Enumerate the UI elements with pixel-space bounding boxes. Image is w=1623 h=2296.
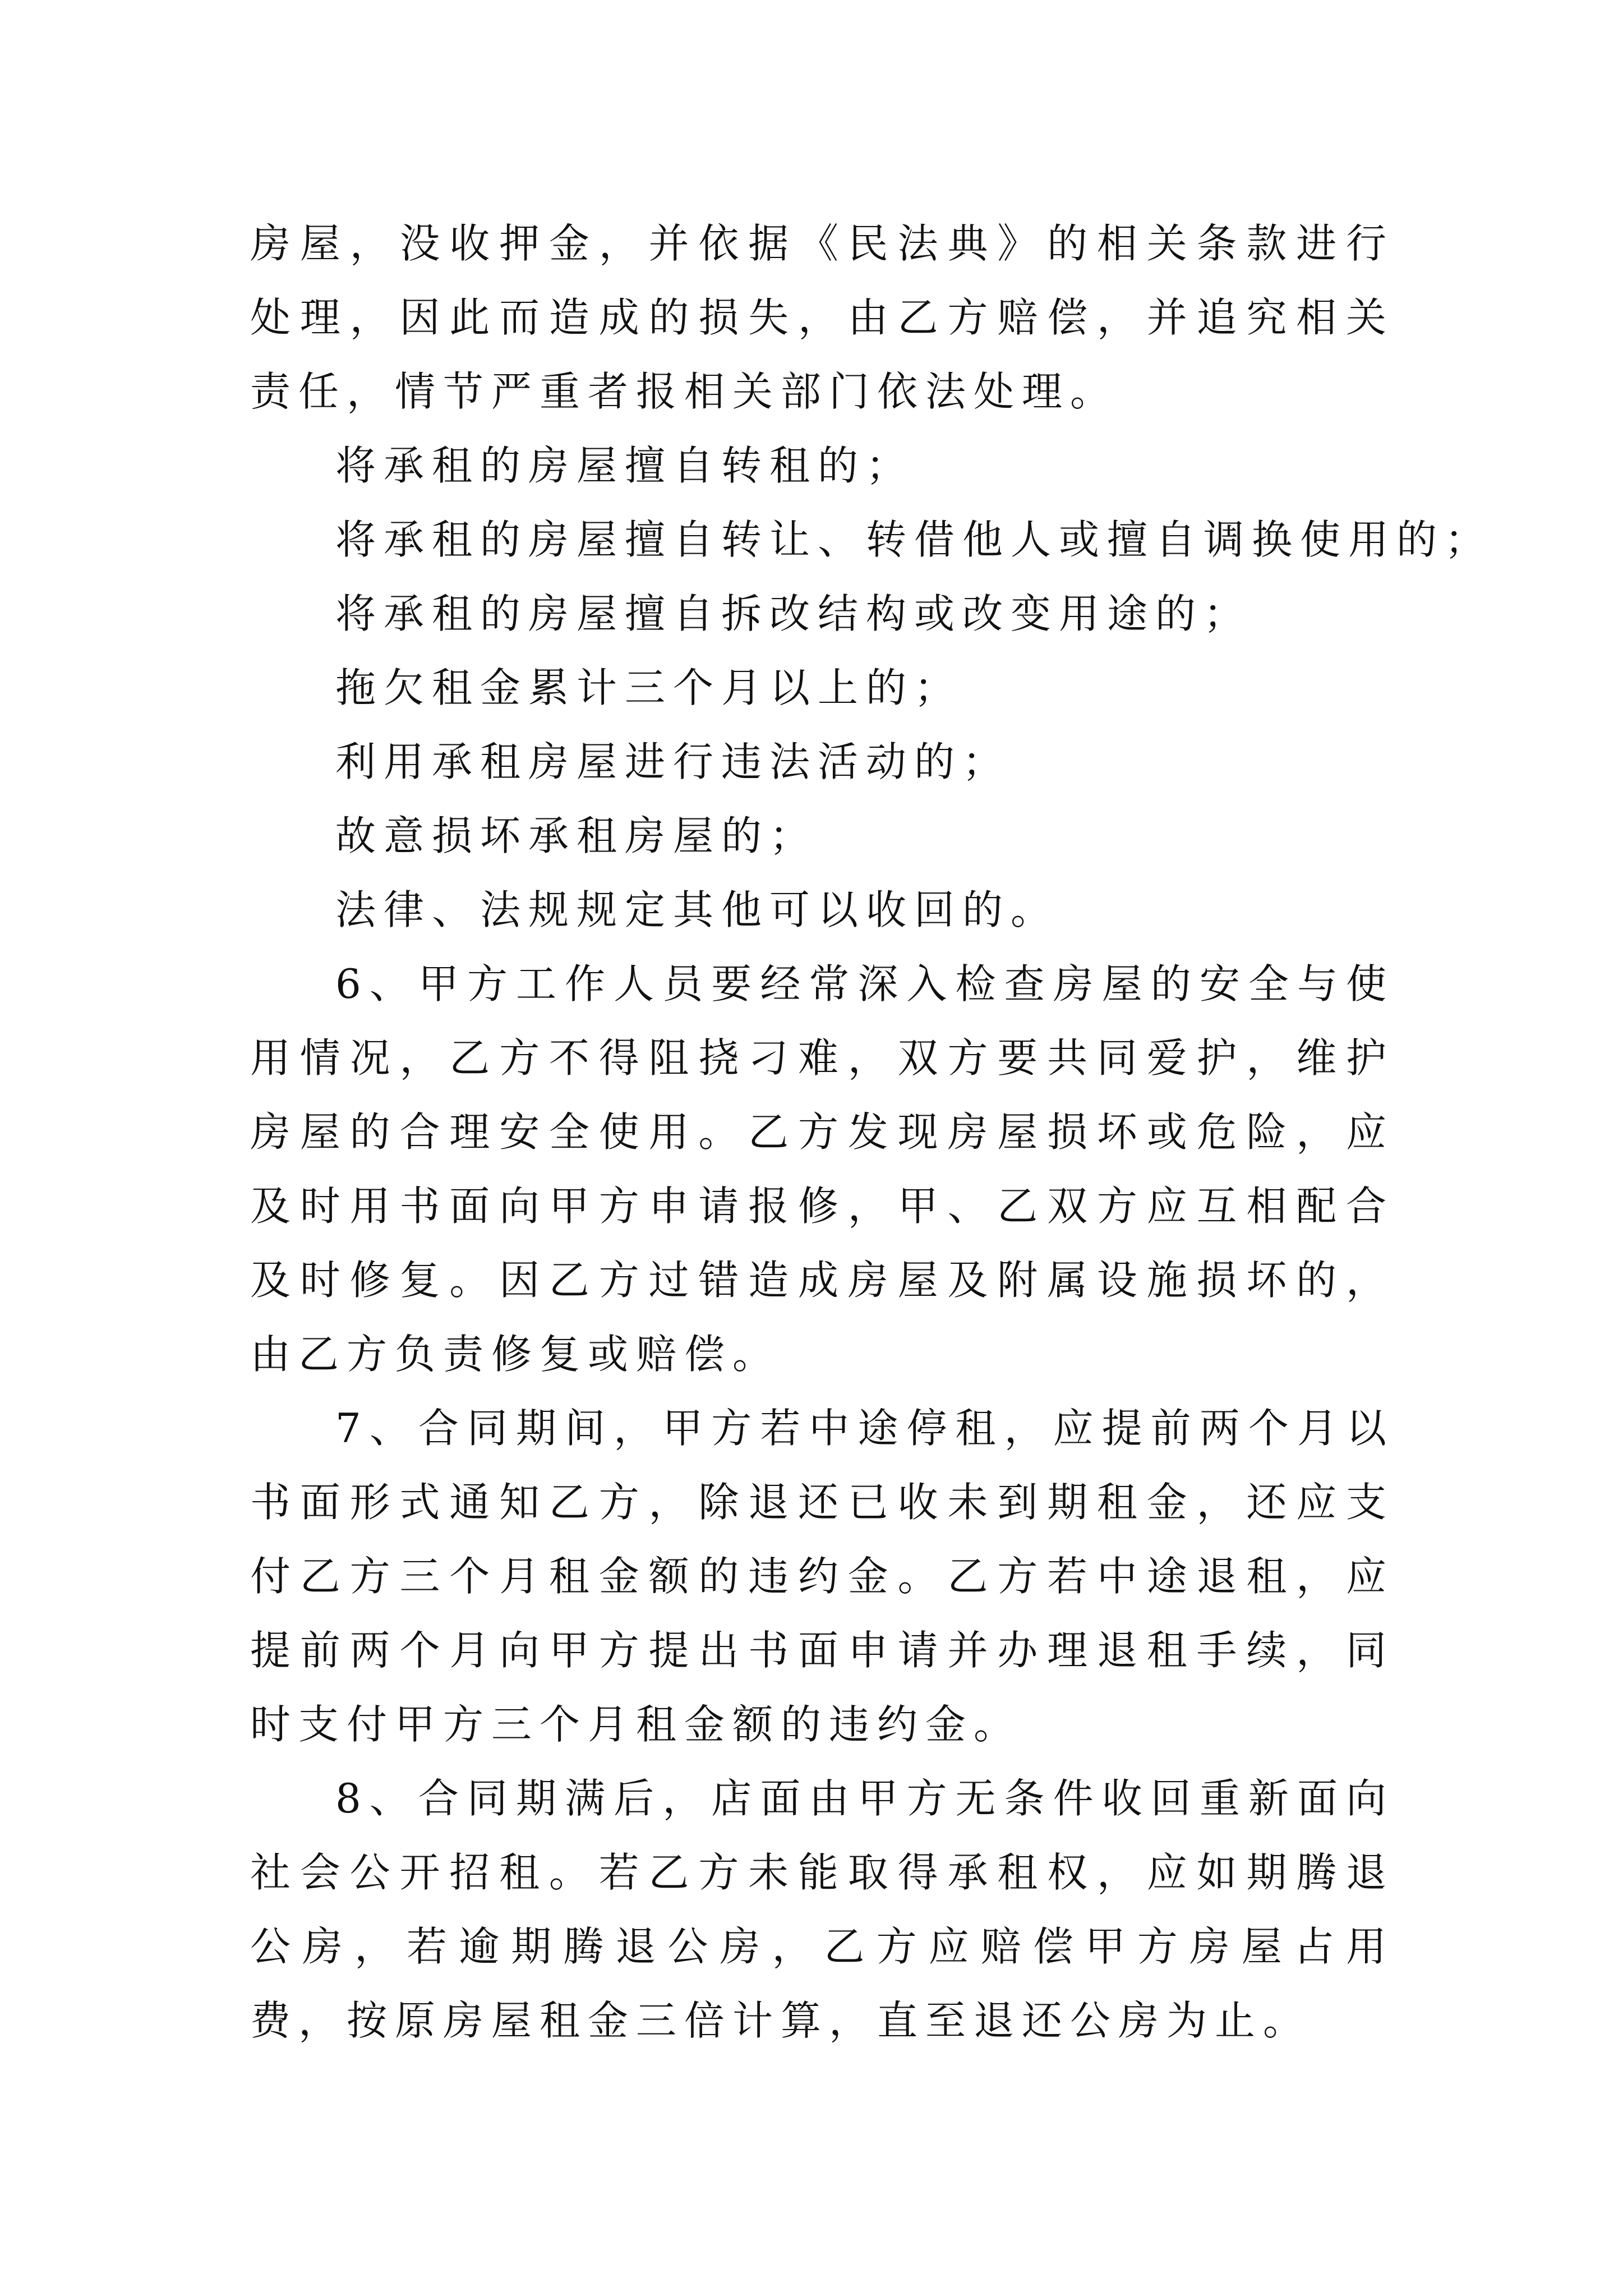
list-item-alter-structure: 将承租的房屋擅自拆改结构或改变用途的；: [335, 590, 1252, 637]
paragraph-clause-7: 7、合同期间，甲方若中途停租，应提前两个月以书面形式通知乙方，除退还已收未到期租金，还应支付乙方三个月租金额的违约金。乙方若中途退租，应提前两个月向甲方提出书面申请并办理退租手续，同时支付甲方三个月租金额的违约金。: [250, 1405, 1394, 1748]
list-item-sublet: 将承租的房屋擅自转租的；: [335, 442, 915, 489]
paragraph-penalty-handling: 房屋，没收押金，并依据《民法典》的相关条款进行处理，因此而造成的损失，由乙方赔偿，并追究相关责任，情节严重者报相关部门依法处理。: [250, 220, 1394, 415]
paragraph-clause-6: 6、甲方工作人员要经常深入检查房屋的安全与使用情况，乙方不得阻挠刁难，双方要共同爱护，维护房屋的合理安全使用。乙方发现房屋损坏或危险，应及时用书面向甲方申请报修，甲、乙双方应互相配合及时修复。因乙方过错造成房屋及附属设施损坏的，由乙方负责修复或赔偿。: [250, 960, 1394, 1378]
list-item-transfer: 将承租的房屋擅自转让、转借他人或擅自调换使用的；: [335, 516, 1493, 563]
list-item-damage: 故意损坏承租房屋的；: [335, 812, 818, 859]
document-body: [250, 206, 1493, 2058]
list-item-illegal-activity: 利用承租房屋进行违法活动的；: [335, 738, 1011, 785]
paragraph-clause-8: 8、合同期满后，店面由甲方无条件收回重新面向社会公开招租。若乙方未能取得承租权，应如期腾退公房，若逾期腾退公房，乙方应赔偿甲方房屋占用费，按原房屋租金三倍计算，直至退还公房为止。: [250, 1775, 1394, 2044]
list-item-rent-arrears: 拖欠租金累计三个月以上的；: [335, 664, 963, 711]
list-item-other-legal: 法律、法规规定其他可以收回的。: [335, 886, 1059, 933]
